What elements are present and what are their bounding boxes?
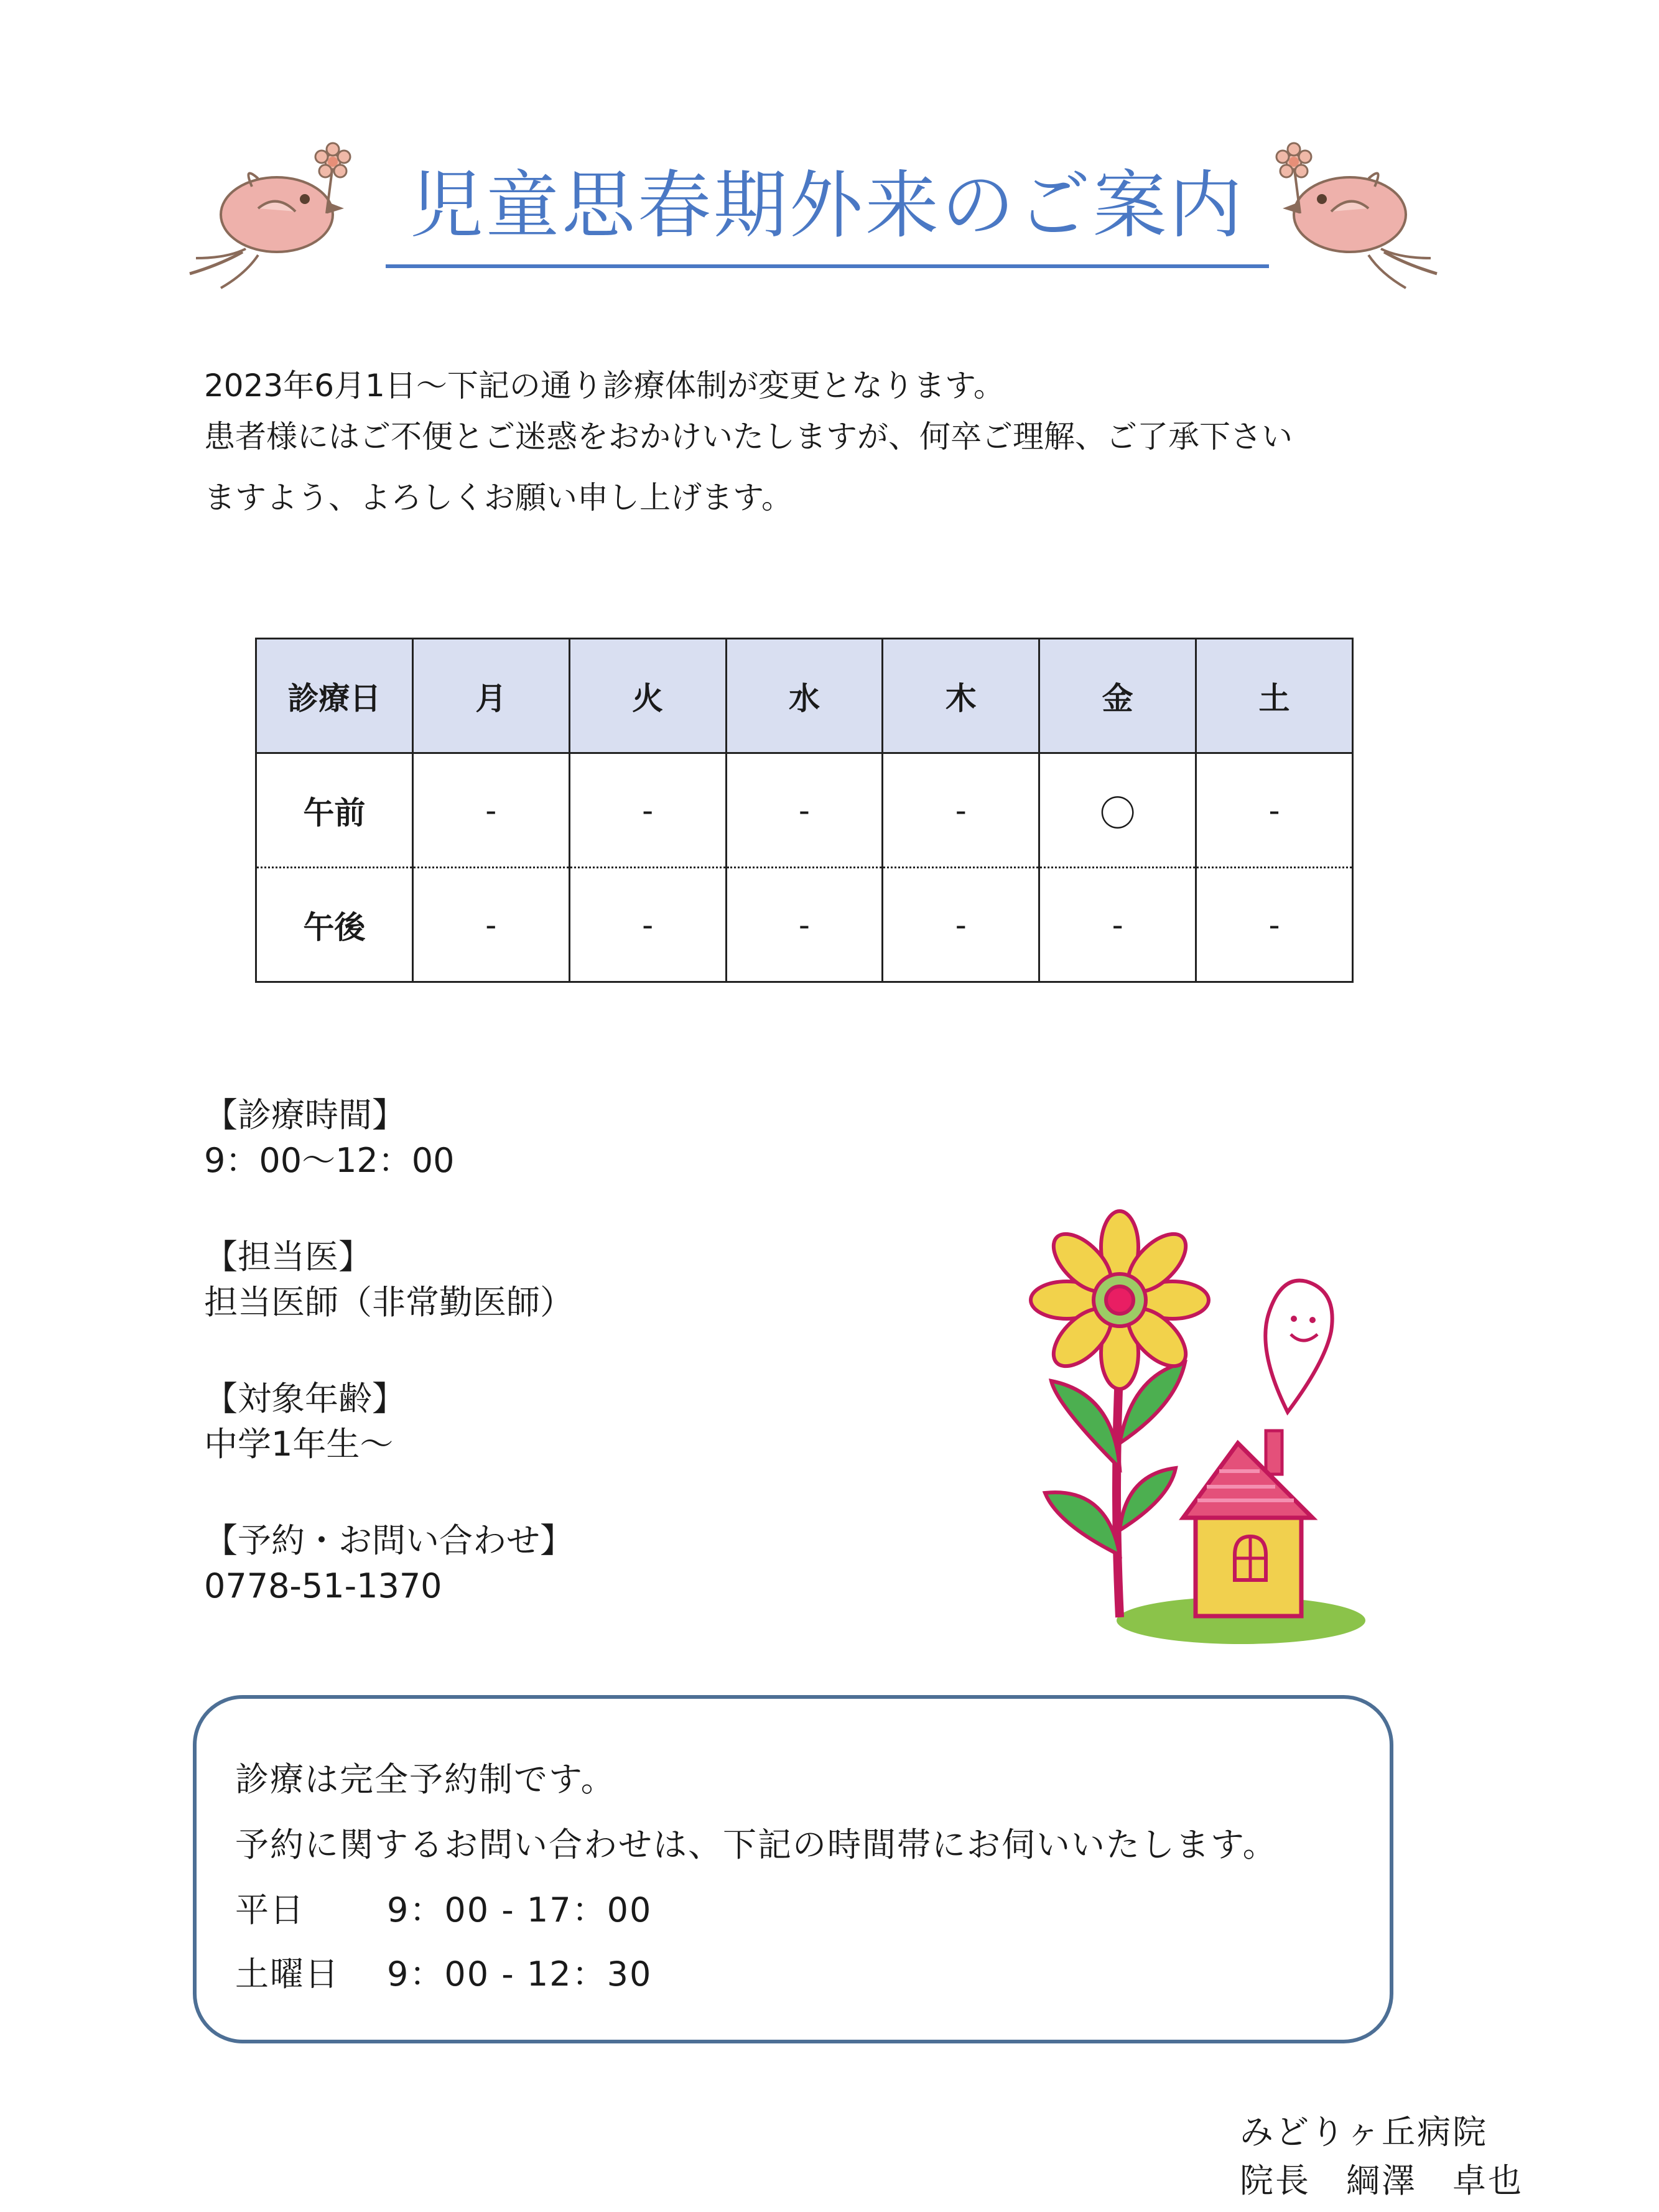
- age-value: 中学1年生～: [204, 1424, 394, 1464]
- schedule-row-pm: [256, 868, 1353, 982]
- bird-right-icon: [1257, 140, 1443, 308]
- schedule-header-cell: 診療日: [256, 639, 413, 753]
- notice-line-1: 診療は完全予約制です。: [235, 1760, 616, 1799]
- schedule-row-label: 午前: [256, 753, 413, 868]
- bird-left-icon: [184, 140, 370, 308]
- schedule-cell: -: [1196, 753, 1353, 868]
- schedule-header-row: [256, 639, 1353, 753]
- schedule-table: [255, 638, 1354, 983]
- notice-weekday-label: 平日: [235, 1890, 305, 1930]
- schedule-cell: -: [412, 753, 569, 868]
- schedule-cell: -: [1039, 868, 1196, 982]
- doctor-heading: 【担当医】: [204, 1237, 372, 1276]
- schedule-cell: -: [412, 868, 569, 982]
- intro-line-1: 2023年6月1日～下記の通り診療体制が変更となります。: [204, 368, 1005, 404]
- schedule-header-cell: 火: [569, 639, 726, 753]
- schedule-cell: -: [883, 868, 1039, 982]
- schedule-cell: -: [883, 753, 1039, 868]
- doctor-value: 担当医師（非常勤医師）: [204, 1283, 574, 1322]
- notice-weekday-time: 9：00 - 17：00: [387, 1890, 653, 1930]
- schedule-header-cell: 月: [412, 639, 569, 753]
- notice-line-2: 予約に関するお問い合わせは、下記の時間帯にお伺いいたします。: [235, 1825, 1278, 1864]
- schedule-cell: -: [569, 753, 726, 868]
- schedule-cell: -: [1196, 868, 1353, 982]
- schedule-header-cell: 土: [1196, 639, 1353, 753]
- schedule-cell: 〇: [1039, 753, 1196, 868]
- schedule-row-am: [256, 753, 1353, 868]
- contact-value: 0778-51-1370: [204, 1566, 442, 1606]
- director-name: 院長 綱澤 卓也: [1240, 2161, 1523, 2200]
- flower-house-illustration: [1020, 1207, 1369, 1661]
- notice-box: [193, 1695, 1393, 2043]
- hospital-name: みどりヶ丘病院: [1240, 2112, 1488, 2152]
- schedule-cell: -: [569, 868, 726, 982]
- schedule-cell: -: [726, 868, 883, 982]
- notice-saturday-label: 土曜日: [235, 1954, 340, 1994]
- schedule-header-cell: 木: [883, 639, 1039, 753]
- notice-saturday-time: 9：00 - 12：30: [387, 1954, 653, 1994]
- intro-line-3: ますよう、よろしくお願い申し上げます。: [204, 480, 792, 516]
- age-heading: 【対象年齢】: [204, 1379, 406, 1418]
- intro-line-2: 患者様にはご不便とご迷惑をおかけいたしますが、何卒ご理解、ご了承下さい: [204, 419, 1293, 455]
- schedule-cell: -: [726, 753, 883, 868]
- hours-value: 9：00～12：00: [204, 1141, 455, 1180]
- schedule-header-cell: 金: [1039, 639, 1196, 753]
- contact-heading: 【予約・お問い合わせ】: [204, 1521, 574, 1560]
- schedule-header-cell: 水: [726, 639, 883, 753]
- hours-heading: 【診療時間】: [204, 1095, 406, 1135]
- page-title: 児童思春期外来のご案内: [386, 159, 1269, 268]
- schedule-row-label: 午後: [256, 868, 413, 982]
